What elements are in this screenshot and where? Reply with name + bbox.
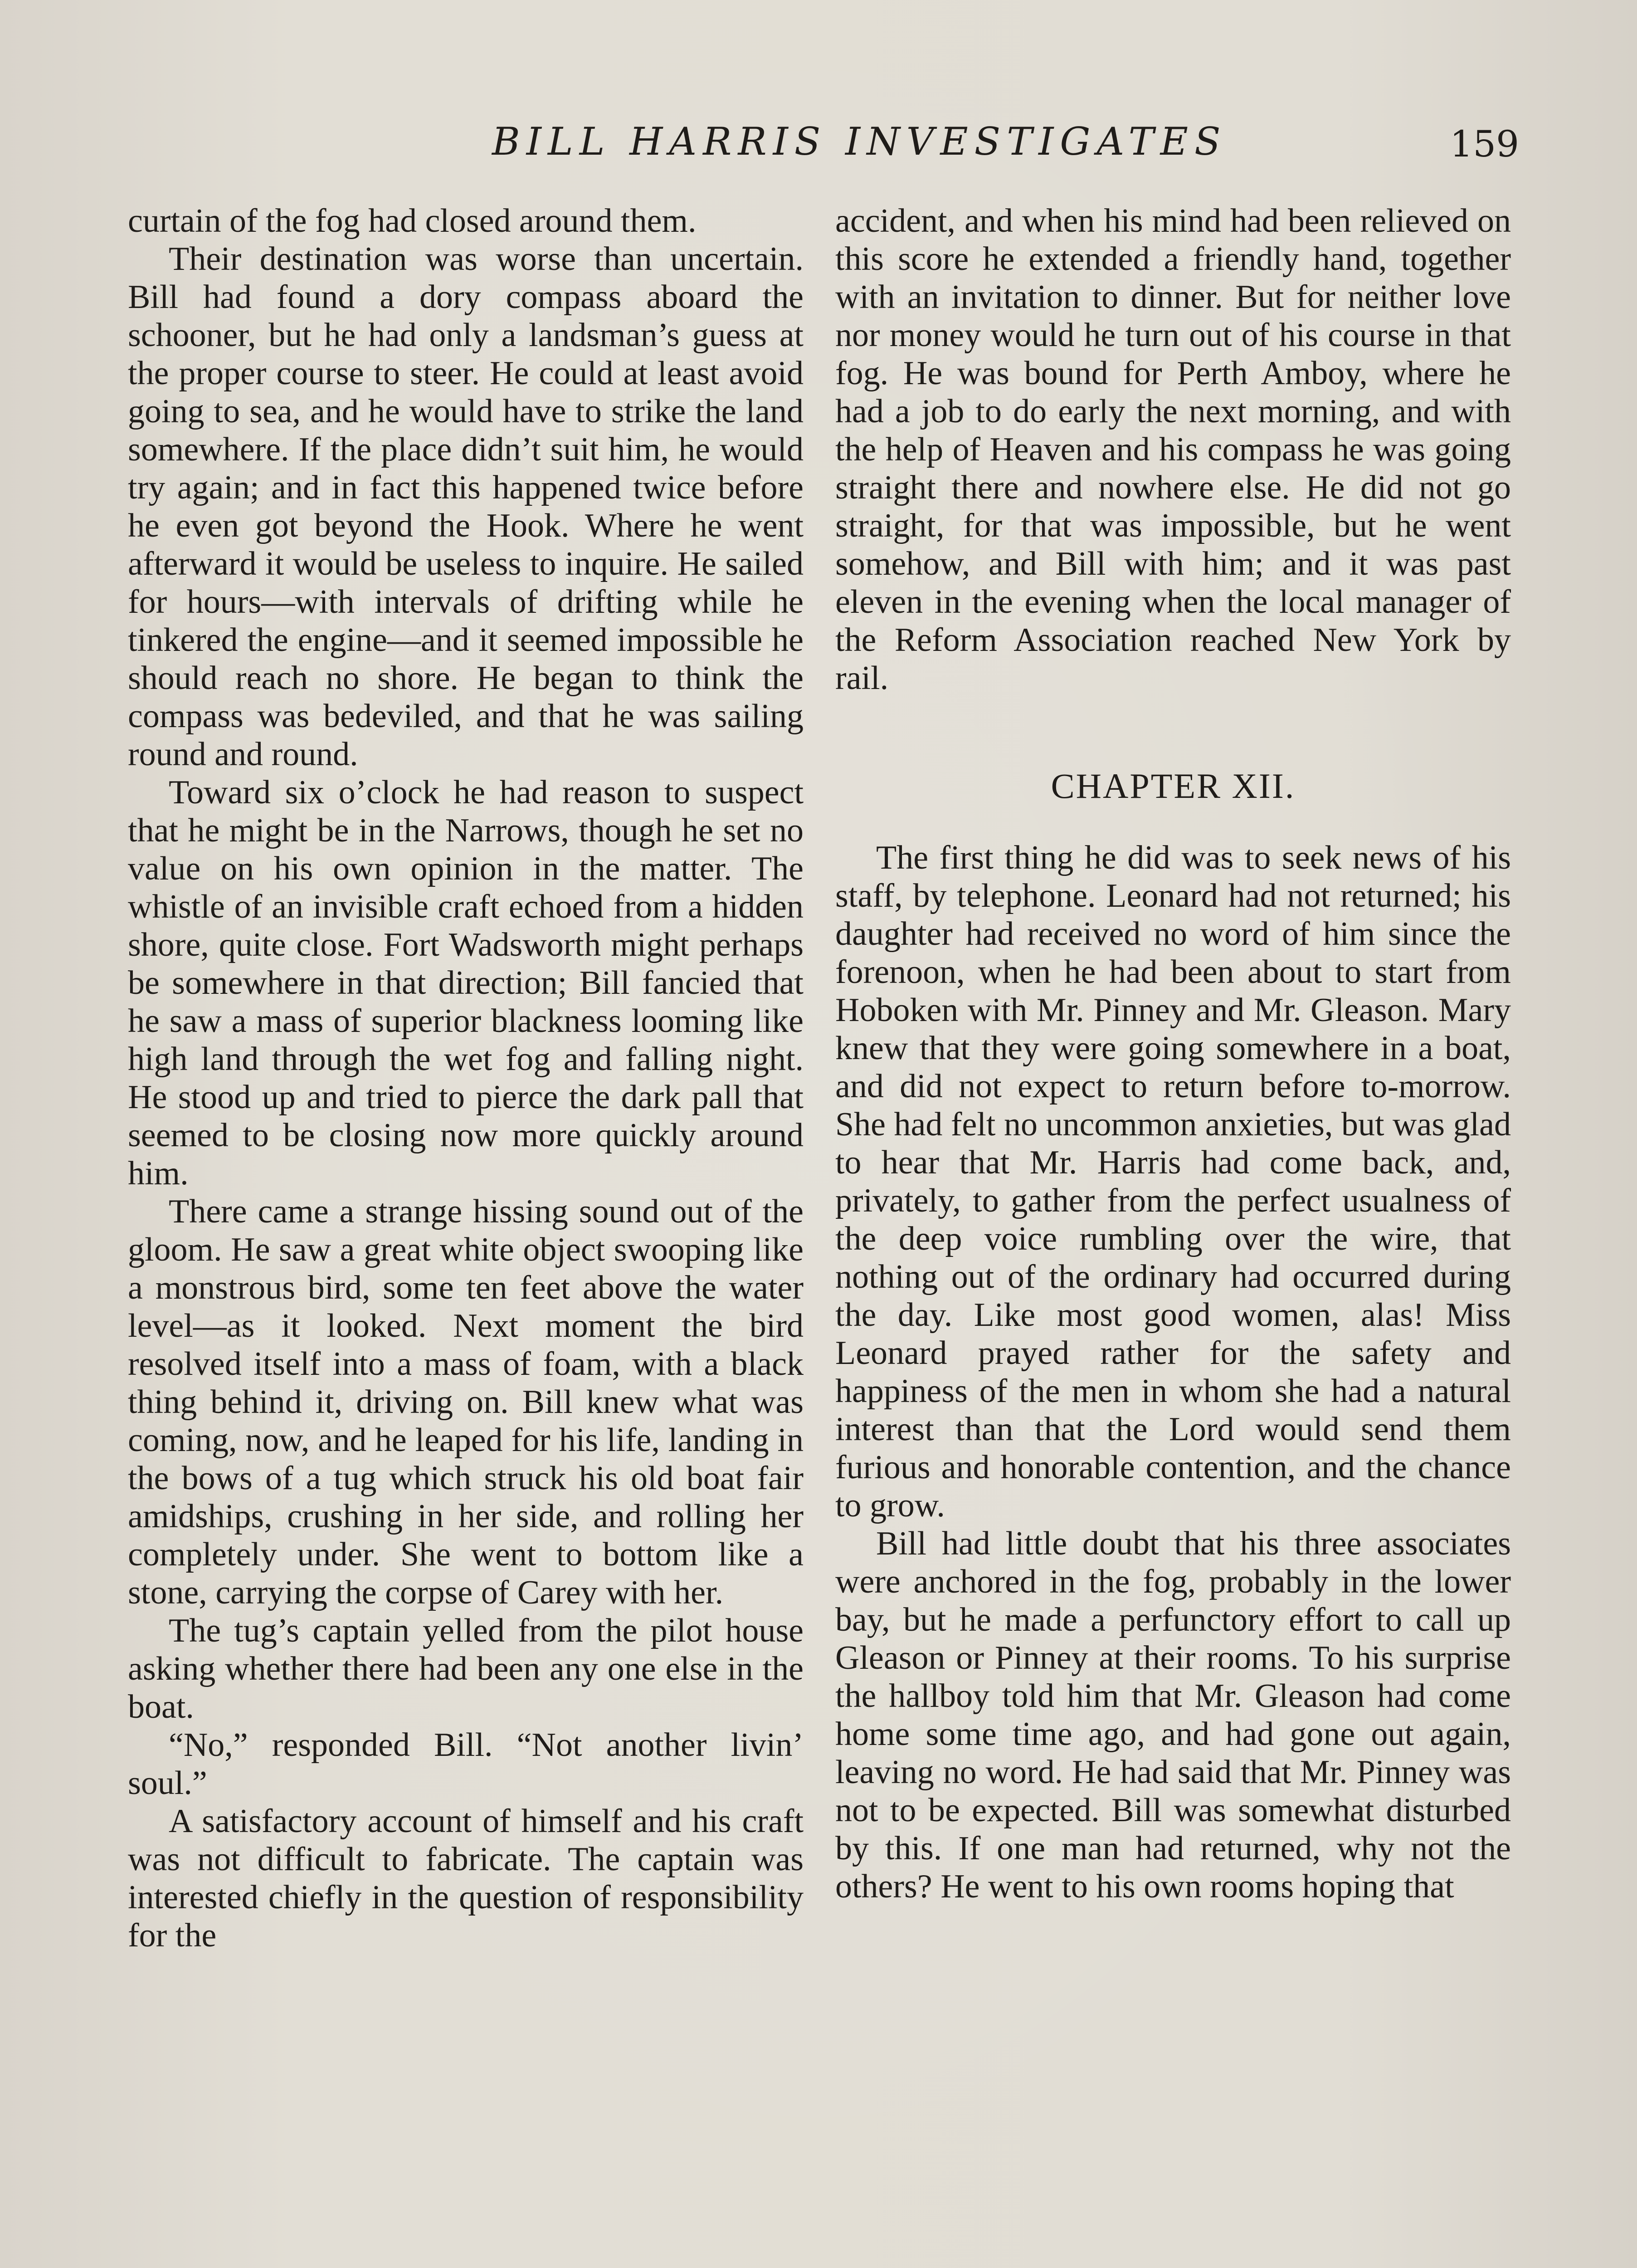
chapter-heading: CHAPTER XII.: [1051, 766, 1296, 806]
paragraph: Their destination was worse than uncertain. Bill had found a dory compass aboard the schooner, but he had only a landsman’s guess at the proper course to steer. He could at least avoid going to sea, and he would have to strike the land somewhere. If the place didn’t suit him, he would try again; and in fact this happened twice before he even got beyond the Hook. Where he went afterward it would be useless to inquire. He sailed for hours—with intervals of drifting while he tinkered the engine—and it seemed impossible he should reach no shore. He began to think the compass was bedeviled, and that he was sailing round and round.: [128, 240, 804, 773]
page-header: [0, 119, 1637, 169]
left-column: [128, 202, 804, 1955]
paragraph: The first thing he did was to seek news of his staff, by telephone. Leonard had not returned; his daughter had received no word of him since the forenoon, when he had been about to start from Hoboken with Mr. Pinney and Mr. Gleason. Mary knew that they were going somewhere in a boat, and did not expect to return before to-morrow. She had felt no uncommon anxieties, but was glad to hear that Mr. Harris had come back, and, privately, to gather from the perfect usualness of the deep voice rumbling over the wire, that nothing out of the ordinary had occurred during the day. Like most good women, alas! Miss Leonard prayed rather for the safety and happiness of the men in whom she had a natural interest than that the Lord would send them furious and honorable contention, and the chance to grow.: [835, 839, 1511, 1524]
running-title: BILL HARRIS INVESTIGATES: [492, 119, 1227, 164]
paragraph: A satisfactory account of himself and his craft was not difficult to fabricate. The captain was interested chiefly in the question of responsibility for the: [128, 1803, 804, 1954]
paragraph: Toward six o’clock he had reason to suspect that he might be in the Narrows, though he set no value on his own opinion in the matter. The whistle of an invisible craft echoed from a hidden shore, quite close. Fort Wadsworth might perhaps be somewhere in that direction; Bill fancied that he saw a mass of superior blackness looming like high land through the wet fog and falling night. He stood up and tried to pierce the dark pall that seemed to be closing now more quickly around him.: [128, 774, 804, 1192]
paragraph: “No,” responded Bill. “Not another livin’ soul.”: [128, 1726, 804, 1802]
right-column: [835, 202, 1511, 1906]
paragraph: The tug’s captain yelled from the pilot house asking whether there had been any one else in the boat.: [128, 1612, 804, 1725]
paragraph: accident, and when his mind had been relieved on this score he extended a friendly hand, together with an invitation to dinner. But for neither love nor money would he turn out of his course in that fog. He was bound for Perth Amboy, where he had a job to do early the next morning, and with the help of Heaven and his compass he was going straight there and nowhere else. He did not go straight, for that was impossible, but he went somehow, and Bill with him; and it was past eleven in the evening when the local manager of the Reform Association reached New York by rail.: [835, 202, 1511, 697]
paragraph: curtain of the fog had closed around them.: [128, 202, 697, 240]
paragraph: Bill had little doubt that his three associates were anchored in the fog, probably in the lower bay, but he made a perfunctory effort to call up Gleason or Pinney at their rooms. To his surprise the hallboy told him that Mr. Gleason had come home some time ago, and had gone out again, leaving no word. He had said that Mr. Pinney was not to be expected. Bill was somewhat disturbed by this. If one man had returned, why not the others? He went to his own rooms hoping that: [835, 1525, 1511, 1905]
page-number: 159: [1450, 123, 1519, 165]
paragraph: There came a strange hissing sound out of the gloom. He saw a great white object swooping like a monstrous bird, some ten feet above the water level—as it looked. Next moment the bird resolved itself into a mass of foam, with a black thing behind it, driving on. Bill knew what was coming, now, and he leaped for his life, landing in the bows of a tug which struck his old boat fair amidships, crushing in her side, and rolling her completely under. She went to bottom like a stone, carrying the corpse of Carey with her.: [128, 1193, 804, 1611]
